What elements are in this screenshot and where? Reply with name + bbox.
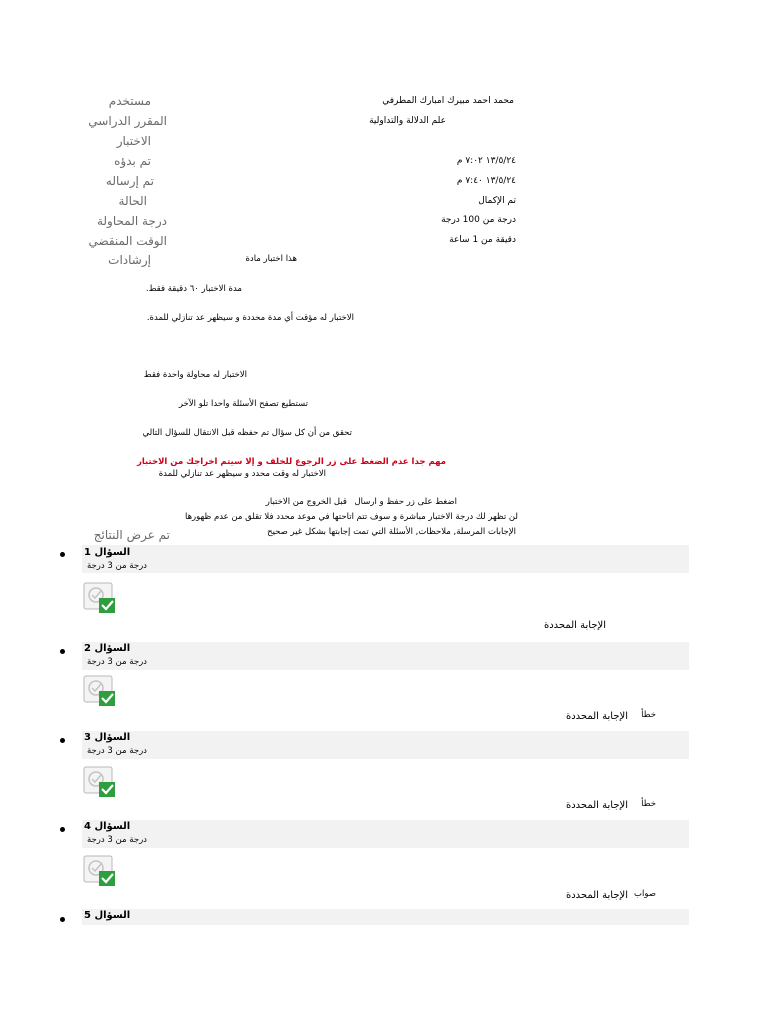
answer-mark: خطأ xyxy=(641,799,656,809)
instruction-line: تستطيع تصفح الأسئلة واحدا تلو الآخر xyxy=(178,399,308,409)
question-header xyxy=(82,642,689,670)
instruction-line: اضغط على زر حفظ و ارسال xyxy=(354,497,457,507)
graded-check-icon xyxy=(83,675,117,707)
graded-check-icon xyxy=(83,766,117,798)
instruction-line: الإجابات المرسلة, ملاحظات, الأسئلة التي تمت إجابتها بشكل غير صحيح xyxy=(267,527,516,537)
question-header xyxy=(82,545,689,573)
instruction-line: الاختبار له وقت محدد و سيظهر عد تنازلي للمدة xyxy=(158,469,326,479)
value-score: درجة من 100 درجة xyxy=(441,215,516,225)
question-header xyxy=(82,820,689,848)
instruction-line: هذا اختبار مادة xyxy=(245,254,297,264)
label-elapsed: الوقت المنقضي xyxy=(88,234,167,248)
value-status: تم الإكمال xyxy=(478,196,516,206)
value-submitted: ١٣/٥/٢٤ ٧:٤٠ م xyxy=(456,176,516,186)
label-user: مستخدم xyxy=(108,94,151,108)
instruction-line: لن تظهر لك درجة الاختبار مباشرة و سوف تتم اتاحتها في موعد محدد فلا تقلق من عدم ظهورها xyxy=(184,512,518,522)
label-course: المقرر الدراسي xyxy=(88,114,167,128)
question-title: السؤال 2 xyxy=(84,643,131,654)
value-user: محمد احمد مبيرك امبارك المطرفي xyxy=(382,96,514,106)
instruction-line: الاختبار له مؤقت أي مدة محددة و سيظهر عد تنازلي للمدة. xyxy=(146,313,354,323)
label-status: الحالة xyxy=(118,194,147,208)
label-results: تم عرض النتائج xyxy=(93,528,170,542)
question-score: درجة من 3 درجة xyxy=(87,657,147,667)
list-bullet xyxy=(60,827,65,832)
question-score: درجة من 3 درجة xyxy=(87,746,147,756)
question-header xyxy=(82,909,689,925)
answer-mark: خطأ xyxy=(641,710,656,720)
instruction-line: قبل الخروج من الاختبار xyxy=(265,497,347,507)
list-bullet xyxy=(60,552,65,557)
answer-mark: صواب xyxy=(634,889,656,899)
label-instructions: إرشادات xyxy=(108,253,151,267)
label-test: الاختبار xyxy=(116,134,151,148)
selected-answer-label: الإجابة المحددة xyxy=(565,890,628,901)
label-started: تم بدؤه xyxy=(114,154,151,168)
question-score: درجة من 3 درجة xyxy=(87,561,147,571)
instruction-warning: مهم جدا عدم الضغط على زر الرجوع للخلف و إلا سيتم اخراجك من الاختبار xyxy=(136,457,446,467)
selected-answer-label: الإجابة المحددة xyxy=(565,800,628,811)
question-title: السؤال 1 xyxy=(84,547,131,558)
question-score: درجة من 3 درجة xyxy=(87,835,147,845)
list-bullet xyxy=(60,738,65,743)
question-title: السؤال 5 xyxy=(84,910,131,921)
instruction-line: تحقق من أن كل سؤال تم حفظه قبل الانتقال للسؤال التالي xyxy=(142,428,352,438)
list-bullet xyxy=(60,917,65,922)
selected-answer-label: الإجابة المحددة xyxy=(565,711,628,722)
question-header xyxy=(82,731,689,759)
question-title: السؤال 4 xyxy=(84,821,131,832)
label-score: درجة المحاولة xyxy=(96,214,167,228)
question-title: السؤال 3 xyxy=(84,732,131,743)
value-started: ١٣/٥/٢٤ ٧:٠٢ م xyxy=(456,156,516,166)
selected-answer-label: الإجابة المحددة xyxy=(543,620,606,631)
graded-check-icon xyxy=(83,855,117,887)
label-submitted: تم إرساله xyxy=(105,174,154,188)
value-course: علم الدلالة والتداولية xyxy=(369,116,446,126)
value-elapsed: دقيقة من 1 ساعة xyxy=(449,235,516,245)
instruction-line: الاختبار له محاولة واحدة فقط xyxy=(143,370,247,380)
instruction-line: مدة الاختبار ٦٠ دقيقة فقط. xyxy=(145,284,242,294)
graded-check-icon xyxy=(83,582,117,614)
list-bullet xyxy=(60,649,65,654)
